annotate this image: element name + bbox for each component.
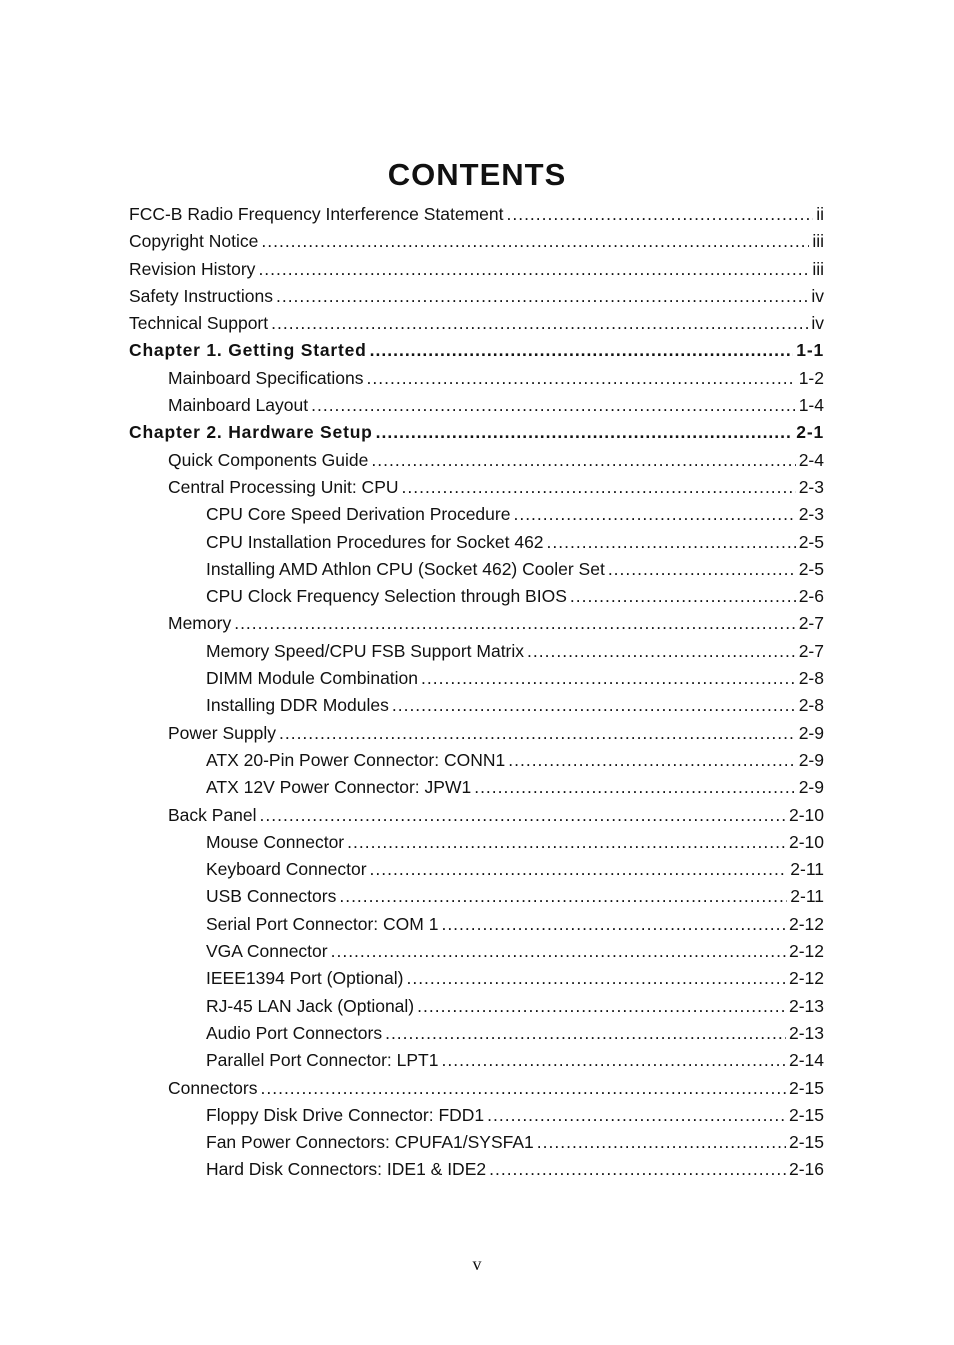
toc-entry[interactable] [129, 231, 824, 258]
toc-entry[interactable] [129, 1105, 824, 1132]
toc-leader-dots [367, 368, 796, 389]
toc-entry-label: ATX 12V Power Connector: JPW1 [206, 777, 472, 798]
toc-entry-label: ATX 20-Pin Power Connector: CONN1 [206, 749, 506, 770]
toc-entry[interactable] [129, 368, 824, 395]
toc-entry[interactable] [129, 968, 824, 995]
toc-entry-label: Copyright Notice [129, 231, 259, 252]
toc-entry[interactable] [129, 723, 824, 750]
toc-entry-page: 2-15 [788, 1104, 824, 1125]
toc-leader-dots [261, 1078, 786, 1099]
toc-chapter-entry[interactable] [129, 340, 824, 367]
toc-entry-page: iv [811, 285, 824, 306]
toc-leader-dots [376, 422, 794, 443]
toc-entry[interactable] [129, 477, 824, 504]
toc-leader-dots [339, 886, 787, 907]
toc-entry[interactable] [129, 695, 824, 722]
toc-entry-label: Mainboard Layout [168, 395, 309, 416]
toc-entry-label: Mouse Connector [206, 831, 345, 852]
toc-entry[interactable] [129, 504, 824, 531]
toc-entry-page: 2-12 [788, 913, 824, 934]
toc-entry[interactable] [129, 859, 824, 886]
toc-leader-dots [489, 1159, 786, 1180]
toc-entry-label: Mainboard Specifications [168, 367, 364, 388]
toc-leader-dots [608, 559, 796, 580]
toc-entry-label: Technical Support [129, 313, 269, 334]
toc-leader-dots [513, 504, 795, 525]
toc-entry-page: 2-11 [790, 859, 824, 880]
toc-entry-label: CPU Core Speed Derivation Procedure [206, 504, 511, 525]
toc-leader-dots [441, 1050, 785, 1071]
toc-leader-dots [276, 286, 808, 307]
toc-entry[interactable] [129, 750, 824, 777]
toc-leader-dots [261, 231, 809, 252]
toc-leader-dots [506, 204, 813, 225]
toc-entry-label: Chapter 2. Hardware Setup [129, 422, 373, 443]
toc-entry-page: 2-10 [788, 831, 824, 852]
toc-entry-label: VGA Connector [206, 941, 328, 962]
toc-entry-label: Revision History [129, 258, 256, 279]
toc-entry-page: 2-13 [788, 1022, 824, 1043]
toc-chapter-entry[interactable] [129, 422, 824, 449]
toc-entry-page: 2-4 [798, 449, 824, 470]
toc-entry[interactable] [129, 914, 824, 941]
toc-entry-page: iii [812, 258, 824, 279]
toc-entry[interactable] [129, 1132, 824, 1159]
table-of-contents [129, 204, 824, 1187]
toc-entry-page: 2-14 [788, 1050, 824, 1071]
toc-leader-dots [347, 832, 786, 853]
toc-entry-label: Chapter 1. Getting Started [129, 340, 367, 361]
toc-entry[interactable] [129, 259, 824, 286]
toc-entry[interactable] [129, 395, 824, 422]
toc-leader-dots [417, 996, 786, 1017]
toc-leader-dots [260, 805, 786, 826]
toc-entry-page: 2-5 [798, 531, 824, 552]
toc-entry-page: 1-1 [796, 340, 824, 361]
toc-leader-dots [392, 695, 796, 716]
toc-entry-page: 2-6 [798, 586, 824, 607]
toc-entry[interactable] [129, 532, 824, 559]
toc-entry-page: 2-1 [796, 422, 824, 443]
toc-entry-label: USB Connectors [206, 886, 337, 907]
toc-leader-dots [406, 968, 786, 989]
toc-entry-label: DIMM Module Combination [206, 668, 419, 689]
toc-entry-page: 2-15 [788, 1077, 824, 1098]
toc-entry[interactable] [129, 941, 824, 968]
toc-entry-label: Power Supply [168, 722, 276, 743]
toc-entry-page: 2-7 [798, 640, 824, 661]
toc-entry-label: Installing AMD Athlon CPU (Socket 462) Cooler Set [206, 558, 605, 579]
toc-entry-label: RJ-45 LAN Jack (Optional) [206, 995, 415, 1016]
toc-entry[interactable] [129, 777, 824, 804]
toc-leader-dots [311, 395, 796, 416]
toc-entry[interactable] [129, 313, 824, 340]
toc-entry-page: 2-13 [788, 995, 824, 1016]
toc-entry-label: Quick Components Guide [168, 449, 369, 470]
toc-entry-page: iii [812, 231, 824, 252]
toc-leader-dots [370, 859, 788, 880]
toc-entry-page: 2-9 [798, 722, 824, 743]
toc-entry-page: 2-9 [798, 777, 824, 798]
toc-leader-dots [234, 613, 796, 634]
toc-entry-page: 2-3 [798, 476, 824, 497]
toc-entry-label: Central Processing Unit: CPU [168, 476, 399, 497]
toc-entry-page: 1-2 [798, 367, 824, 388]
toc-entry[interactable] [129, 805, 824, 832]
toc-entry-label: Keyboard Connector [206, 859, 367, 880]
toc-entry[interactable] [129, 1159, 824, 1186]
toc-entry-label: Audio Port Connectors [206, 1022, 383, 1043]
toc-entry-label: Memory Speed/CPU FSB Support Matrix [206, 640, 525, 661]
toc-leader-dots [279, 723, 796, 744]
toc-entry-page: 2-3 [798, 504, 824, 525]
toc-entry-page: 2-7 [798, 613, 824, 634]
toc-entry-label: Serial Port Connector: COM 1 [206, 913, 439, 934]
toc-entry[interactable] [129, 586, 824, 613]
toc-entry[interactable] [129, 641, 824, 668]
toc-leader-dots [271, 313, 808, 334]
toc-entry[interactable] [129, 204, 824, 231]
toc-leader-dots [258, 259, 809, 280]
toc-leader-dots [421, 668, 796, 689]
toc-leader-dots [547, 532, 796, 553]
toc-entry-page: 2-11 [790, 886, 824, 907]
toc-entry[interactable] [129, 832, 824, 859]
toc-entry-page: 2-8 [798, 695, 824, 716]
toc-entry[interactable] [129, 286, 824, 313]
toc-leader-dots [537, 1132, 786, 1153]
toc-entry-page: 1-4 [798, 395, 824, 416]
toc-entry-label: Hard Disk Connectors: IDE1 & IDE2 [206, 1159, 487, 1180]
toc-entry-page: 2-16 [788, 1159, 824, 1180]
toc-entry-page: ii [816, 204, 824, 224]
toc-entry-label: Back Panel [168, 804, 257, 825]
toc-entry-page: 2-15 [788, 1132, 824, 1153]
toc-leader-dots [527, 641, 796, 662]
page-number: v [472, 1254, 482, 1274]
toc-leader-dots [570, 586, 796, 607]
toc-entry[interactable] [129, 668, 824, 695]
toc-entry[interactable] [129, 886, 824, 913]
toc-entry-label: Floppy Disk Drive Connector: FDD1 [206, 1104, 485, 1125]
toc-entry-page: 2-12 [788, 968, 824, 989]
toc-entry-page: iv [811, 313, 824, 334]
toc-entry[interactable] [129, 559, 824, 586]
toc-entry-page: 2-12 [788, 941, 824, 962]
page-title: CONTENTS [387, 157, 567, 192]
toc-entry-label: Fan Power Connectors: CPUFA1/SYSFA1 [206, 1132, 534, 1153]
toc-leader-dots [487, 1105, 786, 1126]
toc-leader-dots [402, 477, 796, 498]
toc-entry-label: CPU Installation Procedures for Socket 462 [206, 531, 544, 552]
toc-leader-dots [370, 340, 794, 361]
toc-entry-page: 2-9 [798, 749, 824, 770]
toc-entry-label: FCC-B Radio Frequency Interference Statement [129, 204, 504, 224]
toc-leader-dots [371, 450, 795, 471]
toc-entry-page: 2-10 [788, 804, 824, 825]
toc-entry[interactable] [129, 1023, 824, 1050]
toc-entry-label: Installing DDR Modules [206, 695, 389, 716]
toc-leader-dots [508, 750, 795, 771]
toc-leader-dots [331, 941, 786, 962]
toc-entry[interactable] [129, 1078, 824, 1105]
toc-entry-label: IEEE1394 Port (Optional) [206, 968, 404, 989]
toc-entry[interactable] [129, 450, 824, 477]
toc-entry-label: Parallel Port Connector: LPT1 [206, 1050, 439, 1071]
toc-entry-page: 2-8 [798, 668, 824, 689]
toc-entry[interactable] [129, 613, 824, 640]
toc-leader-dots [474, 777, 796, 798]
toc-entry[interactable] [129, 996, 824, 1023]
toc-entry-label: Connectors [168, 1077, 258, 1098]
toc-leader-dots [385, 1023, 786, 1044]
toc-entry-label: Safety Instructions [129, 285, 273, 306]
toc-entry[interactable] [129, 1050, 824, 1077]
toc-entry-label: Memory [168, 613, 232, 634]
toc-entry-page: 2-5 [798, 558, 824, 579]
toc-entry-label: CPU Clock Frequency Selection through BIOS [206, 586, 567, 607]
toc-leader-dots [441, 914, 786, 935]
